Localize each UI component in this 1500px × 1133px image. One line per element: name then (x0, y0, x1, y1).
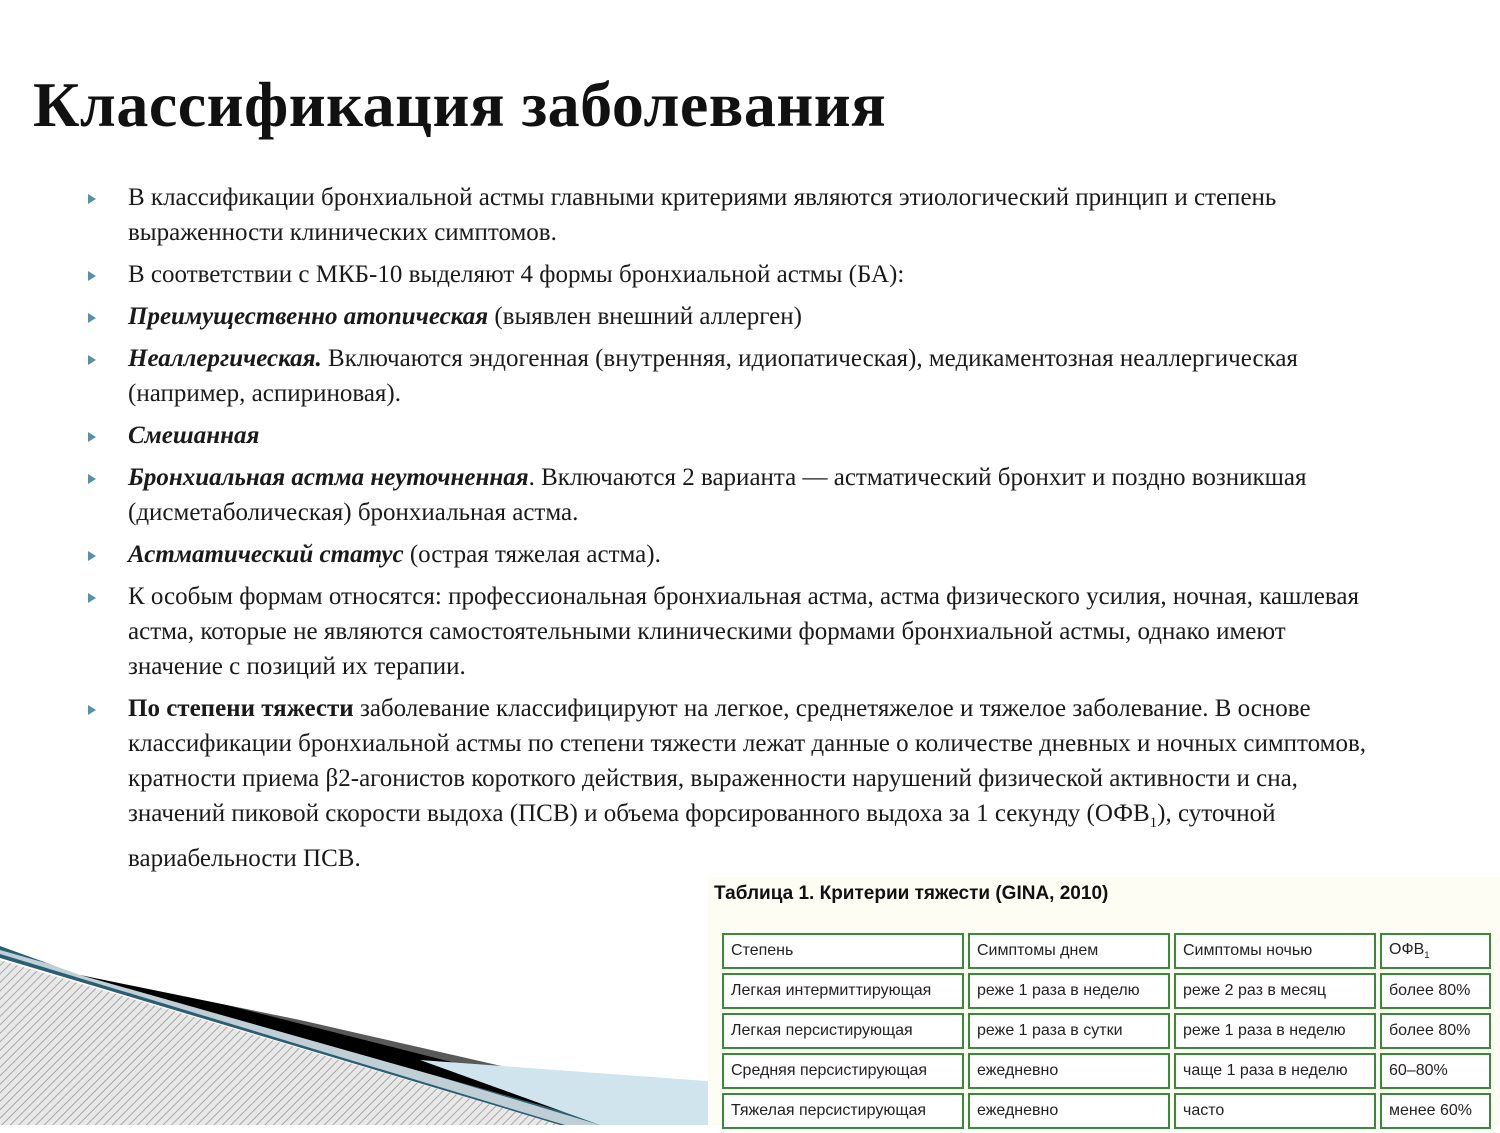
table-header-cell: Симптомы ночью (1174, 933, 1376, 969)
bullet-item (84, 341, 1384, 411)
table-cell: часто (1174, 1093, 1376, 1129)
bullet-text-run: К особым формам относятся: профессиональная бронхиальная астма, астма физического усилия, ночная, кашлевая астма, которые не являются самостоятельными клиническими формами бронхиальной астмы, однако имеют значение с позиций их терапии. (128, 583, 1359, 680)
table-cell: более 80% (1380, 973, 1491, 1009)
table-header-cell: Степень (722, 933, 964, 969)
table-header-row (722, 933, 1491, 969)
table-header-cell: Симптомы днем (968, 933, 1170, 969)
bullet-text-run: Смешанная (128, 422, 260, 449)
bullet-text-run: Бронхиальная астма неуточненная (128, 464, 529, 491)
triangle-bullet-icon (88, 432, 96, 442)
triangle-bullet-icon (88, 271, 96, 281)
triangle-bullet-icon (88, 705, 96, 715)
bullet-text-run: Преимущественно атопическая (128, 303, 489, 330)
triangle-bullet-icon (88, 194, 96, 204)
table-cell: Легкая персистирующая (722, 1013, 964, 1049)
table-cell: менее 60% (1380, 1093, 1491, 1129)
bullet-item (84, 537, 1384, 572)
table-row (722, 1013, 1491, 1049)
triangle-bullet-icon (88, 593, 96, 603)
slide-title: Классификация заболевания (33, 69, 887, 140)
table-cell: Тяжелая персистирующая (722, 1093, 964, 1129)
bullet-text-run: В классификации бронхиальной астмы главными критериями являются этиологический принцип и степень выраженности клинических симптомов. (128, 184, 1277, 246)
table-row (722, 1053, 1491, 1089)
bullet-item (84, 257, 1384, 292)
table-title: Таблица 1. Критерии тяжести (GINA, 2010) (714, 883, 1109, 904)
bullet-text-run: (острая тяжелая астма). (403, 541, 661, 568)
bullet-text-run: . Включаются 2 варианта — астматический бронхит и поздно возникшая (дисметаболическая) бронхиальная астма. (128, 464, 1307, 526)
bullet-item (84, 579, 1384, 684)
bullet-item (84, 180, 1384, 250)
table-cell: более 80% (1380, 1013, 1491, 1049)
bullet-text-run: Неаллергическая. (128, 345, 322, 372)
triangle-bullet-icon (88, 474, 96, 484)
severity-table (718, 929, 1495, 1133)
bullet-text-run: Включаются эндогенная (внутренняя, идиопатическая), медикаментозная неаллергическая (например, аспириновая). (128, 345, 1298, 407)
bullet-item (84, 460, 1384, 530)
header-fev-subscript: 1 (1424, 950, 1430, 962)
bullet-text-run: ), суточной вариабельности ПСВ. (128, 800, 1276, 872)
bullet-text-run: 1 (1149, 815, 1158, 831)
bullet-text-run: Астматический статус (128, 541, 404, 568)
table-row (722, 973, 1491, 1009)
table-cell: чаще 1 раза в неделю (1174, 1053, 1376, 1089)
bullet-item (84, 299, 1384, 334)
table-cell: реже 1 раза в сутки (968, 1013, 1170, 1049)
table-cell: 60–80% (1380, 1053, 1491, 1089)
table-header-cell (1380, 933, 1491, 969)
table-cell: реже 1 раза в неделю (1174, 1013, 1376, 1049)
decorative-stripes (0, 880, 760, 1125)
table-cell: ежедневно (968, 1093, 1170, 1129)
bullet-text-run: В соответствии с МКБ-10 выделяют 4 формы бронхиальной астмы (БА): (128, 261, 905, 288)
header-fev-label: ОФВ (1389, 940, 1425, 958)
bullet-list (84, 180, 1384, 883)
table-cell: реже 1 раза в неделю (968, 973, 1170, 1009)
bullet-text-run: По степени тяжести (128, 695, 354, 722)
table-cell: ежедневно (968, 1053, 1170, 1089)
bullet-text-run: заболевание классифицируют на легкое, среднетяжелое и тяжелое заболевание. В основе классификации бронхиальной астмы по степени тяжести лежат данные о количестве дневных и ночных симптомов, кратности приема β2-агонистов короткого действия, выраженности нарушений физической активности и сна, значений пиковой скорости выдоха (ПСВ) и объема форсированного выдоха за 1 секунду (ОФВ (128, 695, 1367, 827)
table-row (722, 1093, 1491, 1129)
triangle-bullet-icon (88, 355, 96, 365)
bullet-item (84, 418, 1384, 453)
table-cell: Средняя персистирующая (722, 1053, 964, 1089)
bullet-text-run: (выявлен внешний аллерген) (488, 303, 802, 330)
triangle-bullet-icon (88, 551, 96, 561)
table-cell: Легкая интермиттирующая (722, 973, 964, 1009)
severity-table-figure (708, 877, 1500, 1125)
bullet-item (84, 691, 1384, 876)
table-cell: реже 2 раз в месяц (1174, 973, 1376, 1009)
triangle-bullet-icon (88, 313, 96, 323)
